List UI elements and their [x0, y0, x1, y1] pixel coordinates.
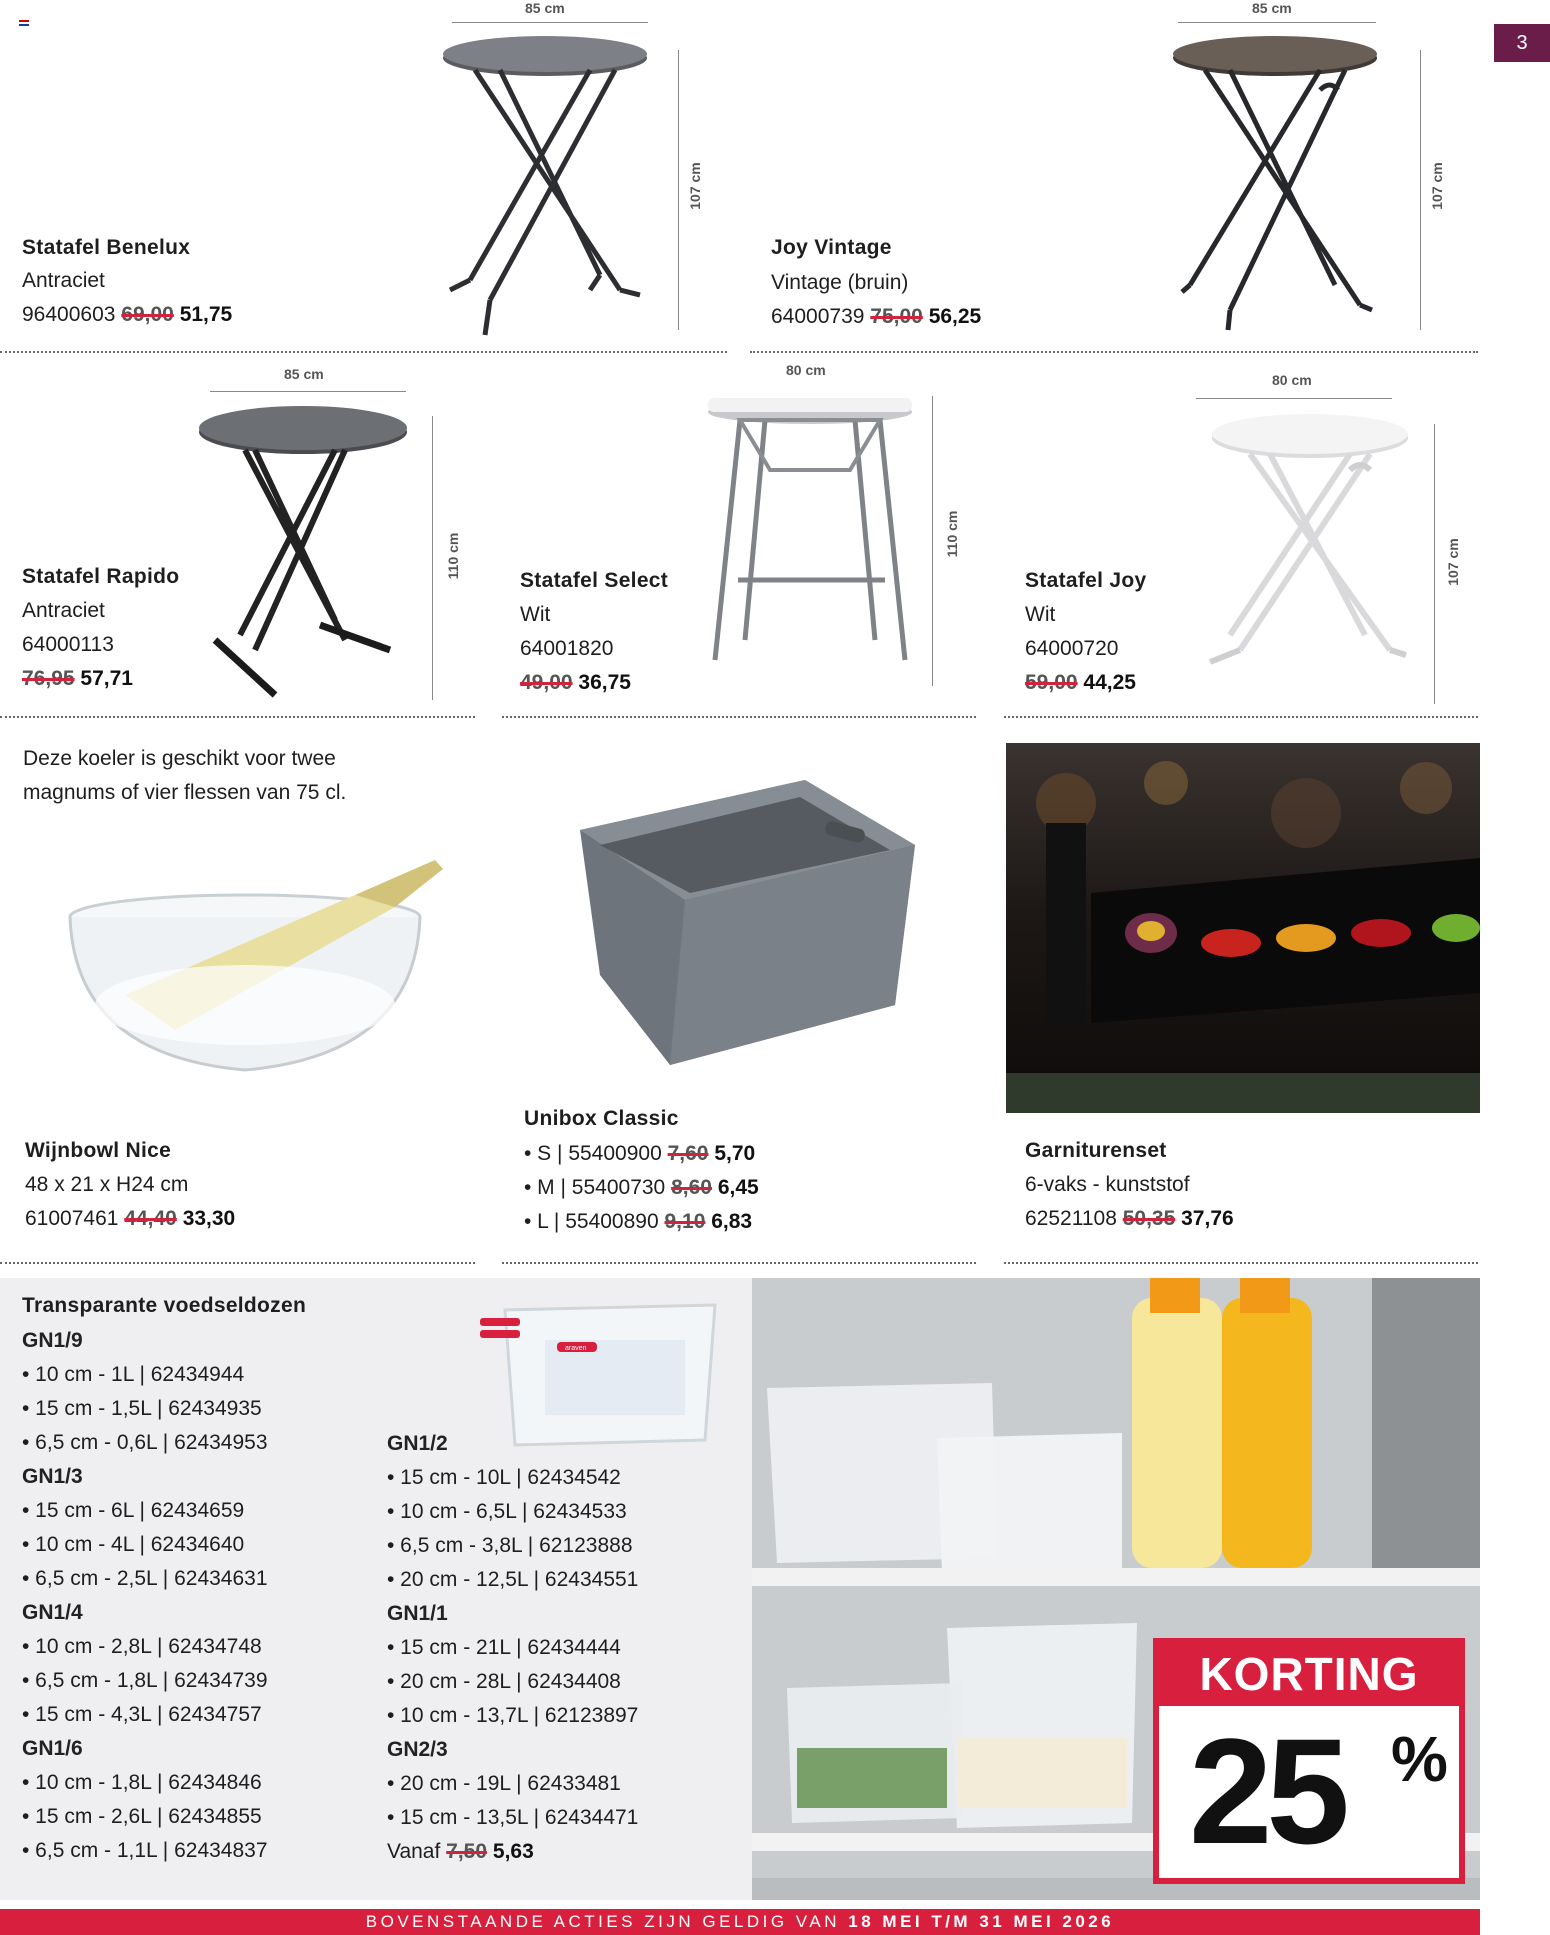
divider	[0, 1262, 475, 1264]
footer-dates: 18 MEI T/M 31 MEI 2026	[848, 1912, 1115, 1931]
product-name: Garniturenset	[1025, 1139, 1167, 1162]
old-price: 7,60	[667, 1142, 709, 1165]
old-price: 59,00	[1025, 671, 1078, 694]
food-list-col1	[22, 1324, 268, 1868]
old-price: 76,95	[22, 667, 75, 690]
product-name: Wijnbowl Nice	[25, 1139, 172, 1162]
height-label: 107 cm	[687, 162, 703, 210]
divider	[750, 351, 1478, 353]
price-line	[25, 1202, 235, 1236]
product-size: 48 x 21 x H24 cm	[25, 1173, 189, 1196]
variant-line	[524, 1205, 752, 1239]
divider	[1004, 1262, 1478, 1264]
footer-text: BOVENSTAANDE ACTIES ZIJN GELDIG VAN	[365, 1912, 841, 1931]
food-list-col2	[387, 1427, 638, 1869]
article-code: 62521108	[1025, 1207, 1117, 1230]
list-item: • 20 cm - 19L | 62433481	[387, 1772, 621, 1795]
gn-size-head: GN1/2	[387, 1432, 448, 1455]
price-line	[22, 298, 232, 332]
list-item: • 10 cm - 13,7L | 62123897	[387, 1704, 639, 1727]
divider	[0, 716, 475, 718]
width-label: 85 cm	[284, 366, 324, 382]
wine-bowl-image	[65, 855, 455, 1080]
old-price: 49,00	[520, 671, 573, 694]
width-label: 80 cm	[1272, 372, 1312, 388]
list-item: • 6,5 cm - 0,6L | 62434953	[22, 1431, 268, 1454]
svg-text:araven: araven	[565, 1345, 587, 1352]
old-price: 50,35	[1122, 1207, 1176, 1230]
product-name: Statafel Benelux	[22, 236, 191, 259]
product-name: Statafel Select	[520, 569, 669, 592]
list-item: • 10 cm - 1,8L | 62434846	[22, 1771, 262, 1794]
gn-size-head: GN1/4	[22, 1601, 83, 1624]
gn-size-head: GN1/1	[387, 1602, 448, 1625]
joy-table-image	[1200, 410, 1420, 705]
price-line	[1025, 666, 1136, 700]
divider	[0, 351, 727, 353]
old-price: 44,40	[124, 1207, 177, 1230]
old-price: 7,50	[446, 1840, 488, 1863]
list-item: • 10 cm - 1L | 62434944	[22, 1363, 245, 1386]
article-code: 64000739	[771, 305, 865, 328]
discount-word: KORTING	[1199, 1648, 1419, 1700]
product-intro: Deze koeler is geschikt voor twee	[23, 747, 336, 770]
benelux-table-image	[430, 30, 660, 340]
article-code: 61007461	[25, 1207, 119, 1230]
width-label: 85 cm	[1252, 0, 1292, 16]
variant-code: • M | 55400730	[524, 1176, 666, 1199]
variant-code: • S | 55400900	[524, 1142, 662, 1165]
new-price: 6,83	[711, 1210, 753, 1233]
select-table-image	[700, 390, 920, 695]
discount-badge	[1153, 1638, 1465, 1884]
discount-number: 25	[1189, 1707, 1344, 1875]
new-price: 57,71	[80, 667, 133, 690]
price-line	[22, 662, 133, 696]
rapido-table-image	[195, 400, 415, 700]
list-item: • 6,5 cm - 1,1L | 62434837	[22, 1839, 268, 1862]
list-item: • 15 cm - 13,5L | 62434471	[387, 1806, 639, 1829]
old-price: 8,60	[671, 1176, 712, 1199]
list-item: • 10 cm - 4L | 62434640	[22, 1533, 245, 1556]
list-item: • 20 cm - 12,5L | 62434551	[387, 1568, 639, 1591]
new-price: 36,75	[578, 671, 631, 694]
list-item: • 20 cm - 28L | 62434408	[387, 1670, 621, 1693]
product-color: Vintage (bruin)	[771, 271, 909, 294]
section-title: Transparante voedseldozen	[22, 1294, 307, 1317]
new-price: 5,70	[714, 1142, 756, 1165]
product-color: Antraciet	[22, 599, 105, 622]
new-price: 33,30	[182, 1207, 236, 1230]
garnish-set-photo	[1006, 743, 1480, 1113]
article-code: 64000720	[1025, 637, 1119, 660]
variant-line	[524, 1137, 755, 1171]
page-number: 3	[1494, 24, 1550, 62]
list-item: • 10 cm - 6,5L | 62434533	[387, 1500, 627, 1523]
article-code: 96400603	[22, 303, 116, 326]
width-label: 85 cm	[525, 0, 565, 16]
discount-value-box	[1159, 1706, 1459, 1878]
product-intro: magnums of vier flessen van 75 cl.	[23, 781, 347, 804]
new-price: 51,75	[179, 303, 233, 326]
list-item: • 10 cm - 2,8L | 62434748	[22, 1635, 262, 1658]
height-label: 107 cm	[1429, 162, 1445, 210]
new-price: 6,45	[717, 1176, 759, 1199]
price-line	[387, 1835, 638, 1869]
price-line	[771, 300, 981, 334]
product-name: Statafel Rapido	[22, 565, 180, 588]
validity-footer	[0, 1909, 1480, 1935]
divider	[502, 1262, 976, 1264]
list-item: • 15 cm - 1,5L | 62434935	[22, 1397, 262, 1420]
flag-mark	[19, 20, 29, 26]
divider	[502, 716, 976, 718]
product-color: Wit	[1025, 603, 1056, 626]
gn-size-head: GN1/3	[22, 1465, 83, 1488]
product-name: Joy Vintage	[771, 236, 892, 259]
list-item: • 15 cm - 21L | 62434444	[387, 1636, 621, 1659]
product-desc: 6-vaks - kunststof	[1025, 1173, 1190, 1196]
from-label: Vanaf	[387, 1840, 441, 1863]
product-name: Statafel Joy	[1025, 569, 1147, 592]
list-item: • 6,5 cm - 3,8L | 62123888	[387, 1534, 633, 1557]
joy-vintage-table-image	[1160, 30, 1390, 340]
variant-code: • L | 55400890	[524, 1210, 659, 1233]
gn-size-head: GN1/9	[22, 1329, 83, 1352]
unibox-image	[575, 775, 915, 1070]
product-color: Antraciet	[22, 269, 105, 292]
product-color: Wit	[520, 603, 551, 626]
old-price: 9,10	[664, 1210, 706, 1233]
divider	[1004, 716, 1478, 718]
old-price: 69,00	[121, 303, 174, 326]
height-label: 110 cm	[944, 510, 960, 558]
height-label: 110 cm	[445, 532, 461, 580]
list-item: • 15 cm - 4,3L | 62434757	[22, 1703, 262, 1726]
new-price: 5,63	[492, 1840, 534, 1863]
list-item: • 15 cm - 2,6L | 62434855	[22, 1805, 262, 1828]
product-name: Unibox Classic	[524, 1107, 679, 1130]
gn-size-head: GN2/3	[387, 1738, 448, 1761]
width-label: 80 cm	[786, 362, 826, 378]
price-line	[1025, 1202, 1234, 1236]
old-price: 75,00	[870, 305, 923, 328]
list-item: • 6,5 cm - 2,5L | 62434631	[22, 1567, 268, 1590]
height-label: 107 cm	[1445, 538, 1461, 586]
article-code: 64001820	[520, 637, 614, 660]
variant-line	[524, 1171, 759, 1205]
price-line	[520, 666, 631, 700]
gn-size-head: GN1/6	[22, 1737, 83, 1760]
discount-percent: %	[1391, 1723, 1448, 1795]
list-item: • 15 cm - 6L | 62434659	[22, 1499, 245, 1522]
article-code: 64000113	[22, 633, 114, 656]
list-item: • 6,5 cm - 1,8L | 62434739	[22, 1669, 268, 1692]
new-price: 56,25	[928, 305, 982, 328]
new-price: 37,76	[1181, 1207, 1234, 1230]
list-item: • 15 cm - 10L | 62434542	[387, 1466, 621, 1489]
new-price: 44,25	[1083, 671, 1136, 694]
